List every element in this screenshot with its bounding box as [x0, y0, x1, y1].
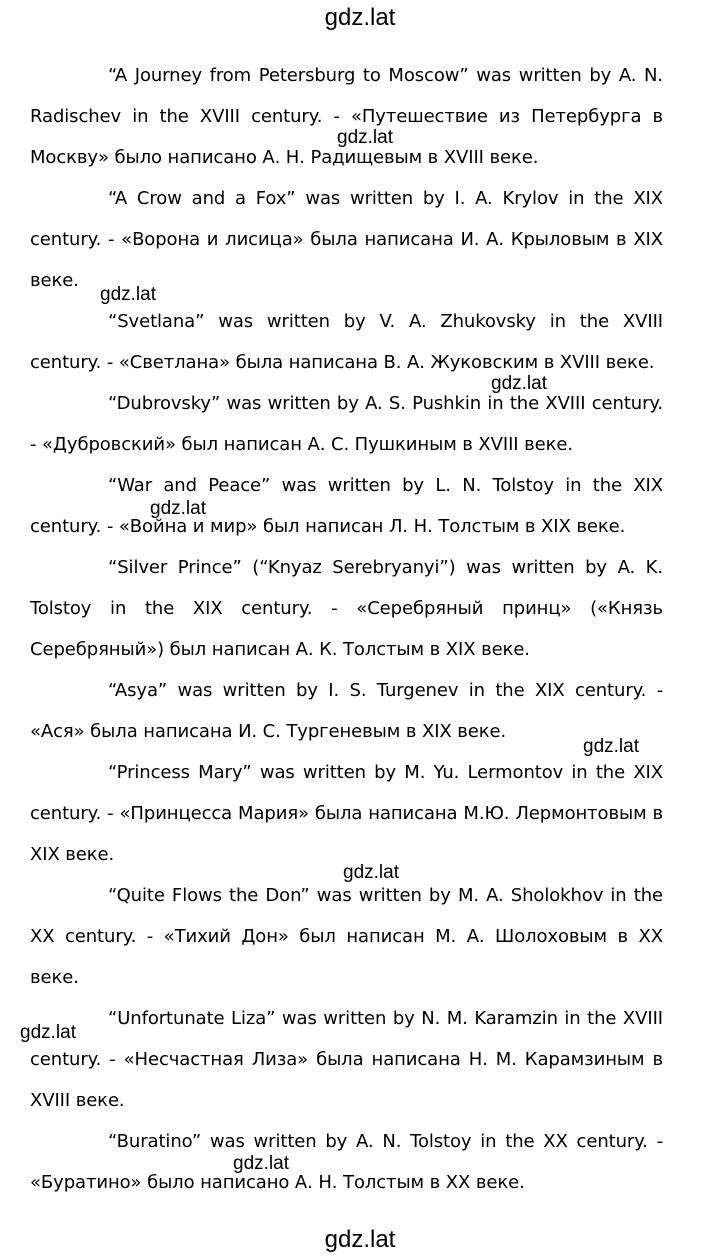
paragraph-1: “A Journey from Petersburg to Moscow” was written by A. N. Radischev in the XVIII century. - «Путешествие из Петербурга в Москву» было написано А. Н. Радищевым в XVIII веке.	[30, 65, 663, 168]
paragraph-9: “Quite Flows the Don” was written by M. A. Sholokhov in the XX century. - «Тихий Дон» был написан М. А. Шолоховым в XX веке.	[30, 885, 663, 988]
watermark: gdz.lat	[150, 498, 206, 519]
watermark: gdz.lat	[337, 127, 393, 148]
paragraph-8: “Princess Mary” was written by M. Yu. Lermontov in the XIX century. - «Принцесса Мария» была написана М.Ю. Лермонтовым в XIX веке.	[30, 762, 663, 865]
paragraph-10: “Unfortunate Liza” was written by N. M. Karamzin in the XVIII century. - «Несчастная Лиза» была написана Н. М. Карамзиным в XVIII веке.	[30, 1008, 663, 1111]
watermark: gdz.lat	[100, 284, 156, 305]
watermark: gdz.lat	[343, 862, 399, 883]
watermark: gdz.lat	[491, 373, 547, 394]
paragraph-7: “Asya” was written by I. S. Turgenev in the XIX century. - «Ася» была написана И. С. Тургеневым в XIX веке.	[30, 680, 663, 742]
watermark: gdz.lat	[233, 1153, 289, 1174]
paragraph-4: “Dubrovsky” was written by A. S. Pushkin in the XVIII century. - «Дубровский» был написан А. С. Пушкиным в XVIII веке.	[30, 393, 663, 455]
paragraph-5: “War and Peace” was written by L. N. Tolstoy in the XIX century. - «Война и мир» был написан Л. Н. Толстым в XIX веке.	[30, 475, 663, 537]
paragraph-11: “Buratino” was written by A. N. Tolstoy in the XX century. - «Буратино» было написано А. Н. Толстым в XX веке.	[30, 1131, 663, 1193]
paragraph-6: “Silver Prince” (“Knyaz Serebryanyi”) was written by A. K. Tolstoy in the XIX century. - «Серебряный принц» («Князь Серебряный») был написан А. К. Толстым в XIX веке.	[30, 557, 663, 660]
watermark: gdz.lat	[20, 1022, 76, 1043]
document-body	[30, 55, 663, 1203]
watermark: gdz.lat	[583, 736, 639, 757]
paragraph-2: “A Crow and a Fox” was written by I. A. Krylov in the XIX century. - «Ворона и лисица» была написана И. А. Крыловым в XIX веке.	[30, 188, 663, 291]
paragraph-3: “Svetlana” was written by V. A. Zhukovsky in the XVIII century. - «Светлана» была написана В. А. Жуковским в XVIII веке.	[30, 311, 663, 373]
header-watermark: gdz.lat	[324, 4, 396, 31]
footer-watermark: gdz.lat	[324, 1226, 396, 1253]
